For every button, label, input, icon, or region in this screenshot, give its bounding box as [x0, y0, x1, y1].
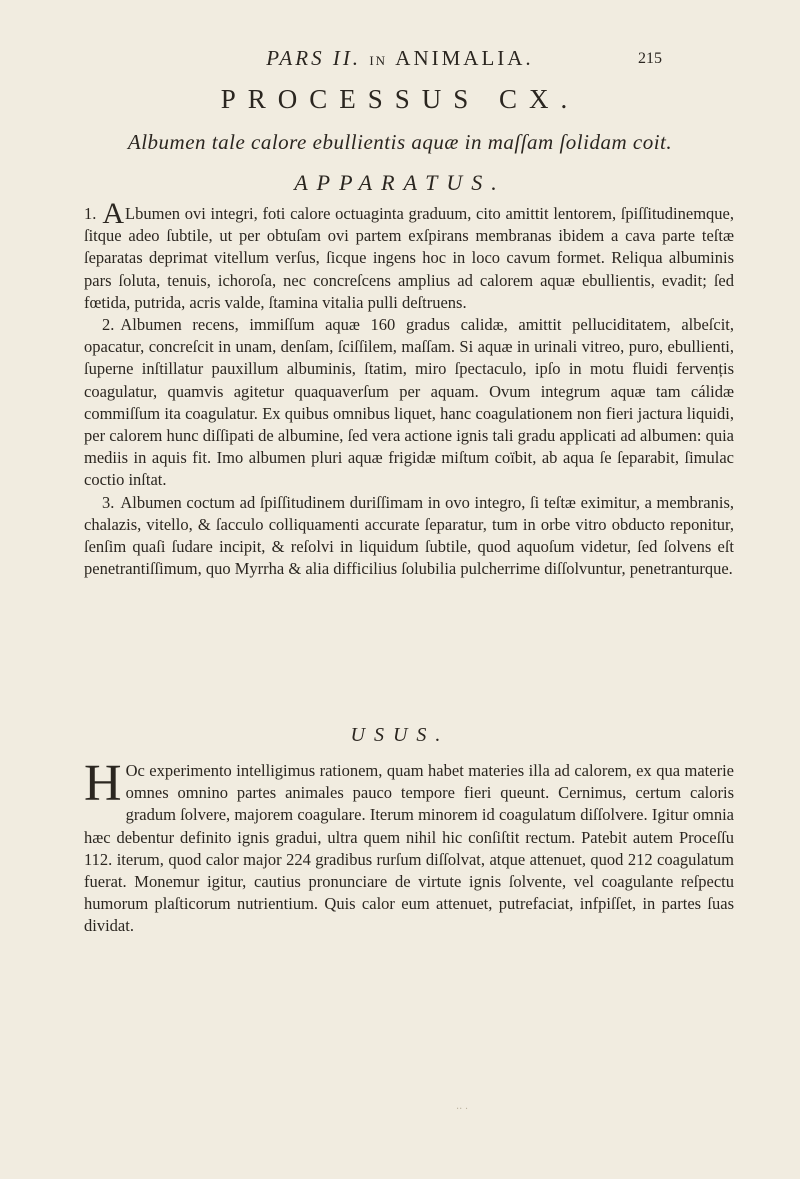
- running-head-in: IN: [369, 53, 388, 68]
- running-head-main: ANIMALIA.: [395, 46, 534, 70]
- subtitle: Albumen tale calore ebullientis aquæ in maſſam ſolidam coit.: [127, 130, 673, 154]
- paragraph-text: Albumen recens, immiſſum aquæ 160 gradus calidæ, amittit pelluciditatem, albeſcit, opacatur, concreſcit in unam, denſam, ſciſſilem, maſſam. Si aquæ in urinali vitreo, puro, ebullienti, ſuperne inſtillatur pauxillum albuminis, ſtatim, miro ſpectaculo, ipſo in motu fluidi fervențis coagulatur, quamvis agitetur quaquaverſum per aquam. Ovum integrum aquæ tam cálidæ commiſſum ita coagulatur. Ex quibus omnibus liquet, hanc coagulationem non fieri jactura liquidi, per calorem hunc diſſipati de albumine, ſed vera actione ignis tali gradu applicati ad albumen: quia mediis in aquis fit. Imo albumen pluri aquæ frigidæ miſtum coïbit, ab aqua ſe ſeparabit, ſimulac coctio inſtat.: [84, 315, 734, 490]
- apparatus-body: [84, 197, 734, 580]
- running-head-pars: PARS II.: [266, 46, 362, 70]
- paragraph-3: [84, 492, 734, 581]
- paragraph-number: 1.: [84, 204, 97, 223]
- paragraph-2: [84, 314, 734, 492]
- paragraph-number: 2.: [102, 315, 115, 335]
- paper-speck-marks: ‧‧ ·: [456, 1104, 469, 1115]
- paragraph-text: Lbumen ovi integri, foti calore octuaginta graduum, cito amittit lentorem, ſpiſſitudinemque, ſitque adeo ſubtile, ut per obtuſam ovi partem exſpirans membranas ibidem a cava parte teſtæ ſeparatas deprimat vitellum verſus, ſicque ingens hoc in loco cavum formet. Reliqua albuminis pars ſoluta, tenuis, ichoroſa, nec concreſcens amplius ad calorem aquæ ebullientis, evadit; ſed fœtida, putrida, acris valde, ſtamina vitalia pulli deſtruens.: [84, 204, 734, 312]
- paragraph-1: [84, 197, 734, 314]
- usus-body: [84, 755, 734, 938]
- apparatus-heading: APPARATUS.: [294, 170, 506, 195]
- paragraph-text: Albumen coctum ad ſpiſſitudinem duriſſimam in ovo integro, ſi teſtæ eximitur, a membranis, chalazis, vitello, & ſacculo colliquamenti accurate ſeparatur, tum in orbe vitro obducto reponitur, ſenſim quaſi ſudare incipit, & reſolvi in liquidum ſubtile, quod aquoſum videtur, ſed ſolvens eſt penetrantiſſimum, quo Myrrha & alia difficilius ſolubilia pulcherrime diſſolvuntur, penetranturque.: [84, 492, 734, 579]
- paragraph-text: Oc experimento intelligimus rationem, quam habet materies illa ad calorem, ex qua materie omnes omnino partes animales pauco tempore fieri queunt. Cernimus, certum caloris gradum ſolvere, majorem coagulare. Iterum minorem id coagulatum diſſolvere. Igitur omnia hæc debentur definito ignis gradui, ultra quem nihil hic conſiſtit rectum. Patebit autem Proceſſu 112. iterum, quod calor major 224 gradibus rurſum diſſolvat, atque attenuet, quod 212 coagulatum fuerat. Monemur igitur, cautius pronunciare de virtute ignis ſolvente, vel coagulante reſpectu humorum plaſticorum nutrientium. Quis calor eum attenuet, putrefaciat, infpiſſet, in partes ſuas dividat.: [84, 761, 734, 936]
- page-number: 215: [638, 50, 662, 67]
- large-initial: H: [84, 755, 122, 812]
- usus-heading: USUS.: [350, 724, 450, 746]
- section-title: PROCESSUS CX.: [220, 84, 580, 114]
- running-head: [0, 46, 800, 70]
- paragraph-number: 3.: [102, 492, 115, 512]
- drop-cap: A: [102, 197, 125, 230]
- usus-paragraph: [84, 755, 734, 938]
- running-head-title: [0, 46, 800, 71]
